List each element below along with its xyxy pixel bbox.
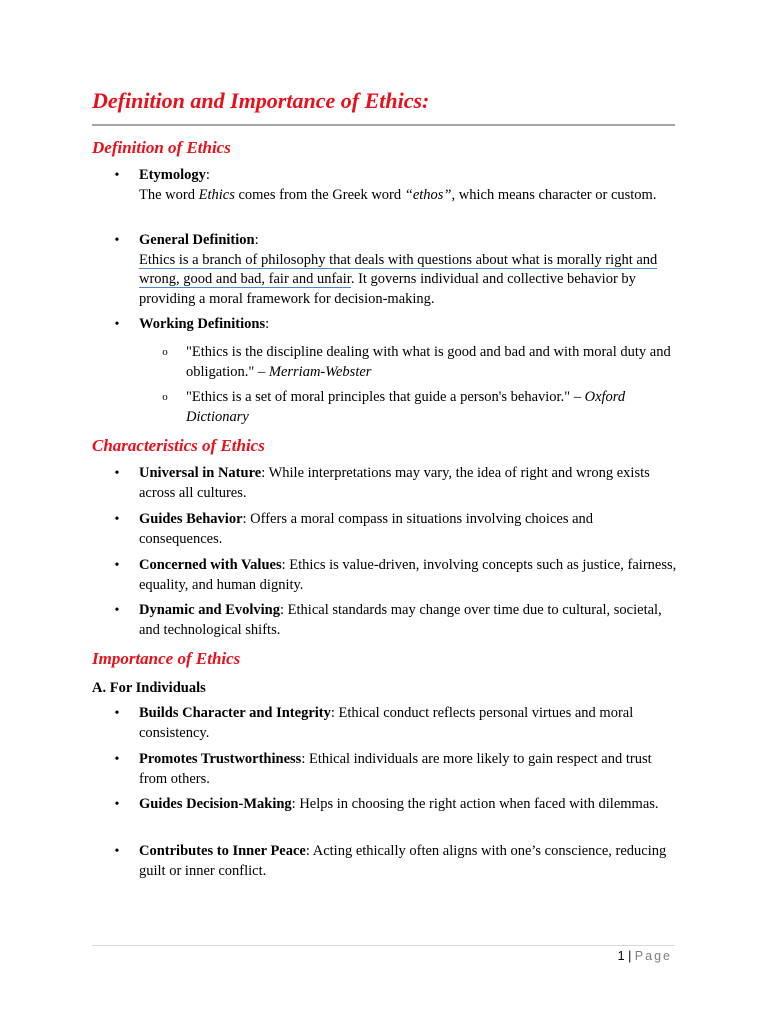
bullet-dot: • — [114, 706, 120, 721]
bullet-dot: • — [114, 317, 120, 332]
bullet-dot: • — [114, 233, 120, 248]
heading-characteristics-of-ethics: Characteristics of Ethics — [92, 436, 265, 455]
page-footer — [618, 947, 672, 965]
bullet-dot: • — [114, 603, 120, 618]
heading-importance-of-ethics: Importance of Ethics — [92, 649, 241, 668]
term-etymology: Etymology — [139, 167, 206, 183]
bullet-dot: • — [114, 844, 120, 859]
subheading-for-individuals: A. For Individuals — [92, 680, 206, 696]
document-title: Definition and Importance of Ethics: — [92, 88, 430, 113]
source-oxford-dictionary: Oxford Dictionary — [186, 389, 626, 425]
bullet-dot: • — [114, 797, 120, 812]
sub-bullet-circle: o — [162, 346, 168, 358]
underlined-definition-text: Ethics is a branch of philosophy that deals with questions about what is morally right and wrong, good and bad, fair and unfair — [139, 251, 658, 287]
term-working-definitions: Working Definitions — [139, 316, 266, 332]
title-divider — [92, 124, 675, 126]
page-label: Page — [634, 949, 672, 963]
bullet-dot: • — [114, 466, 120, 481]
document-page: Definition and Importance of Ethics: Definition of Ethics • Etymology: The word Ethics comes from the Greek word “ethos”, which means character or custom. • General Definition: Ethics is a branch of philosophy that deals with questions about what is morally right and wrong, good and bad, fair and unfair. It governs individual and collective behavior by providing a moral framework for decision-making. • Working Definitions: o "Ethics is the discipline dealing with what is good and bad and with moral duty and obligation." – Merriam-Webster o "Ethics is a set of moral principles that guide a person's behavior." – Oxford Dictionary Characteristics of Ethics • Universal in Nature: While interpretations may vary, the idea of right and wrong exists across all cultures. • Guides Behavior: Offers a moral compass in situations involving choices and consequences. • Concerned with Values: Ethics is value-driven, involving concepts such as justice, fairness, equality, and human dignity. • Dynamic and Evolving: Ethical standards may change over time due to cultural, societal, and technological shifts. Importance of Ethics A. For Individuals • Builds Character and Integrity: Ethical conduct reflects personal virtues and moral consistency. • Promotes Trustworthiness: Ethical individuals are more likely to gain respect and trust from others. • Guides Decision-Making: Helps in choosing the right action when faced with dilemmas. • Contributes to Inner Peace: Acting ethically often aligns with one’s conscience, reducing guilt or inner conflict. 1 | Page — [92, 88, 677, 963]
bullet-dot: • — [114, 512, 120, 527]
term-general-definition: General Definition — [139, 232, 255, 248]
bullet-dot: • — [114, 752, 120, 767]
footer-divider — [92, 945, 675, 946]
sub-bullet-circle: o — [162, 391, 168, 403]
source-merriam-webster: Merriam-Webster — [268, 363, 372, 380]
bullet-dot: • — [114, 558, 120, 573]
page-number: 1 — [617, 949, 625, 963]
footer-separator: | — [624, 949, 635, 963]
bullet-dot: • — [114, 168, 120, 183]
heading-definition-of-ethics: Definition of Ethics — [92, 138, 231, 157]
